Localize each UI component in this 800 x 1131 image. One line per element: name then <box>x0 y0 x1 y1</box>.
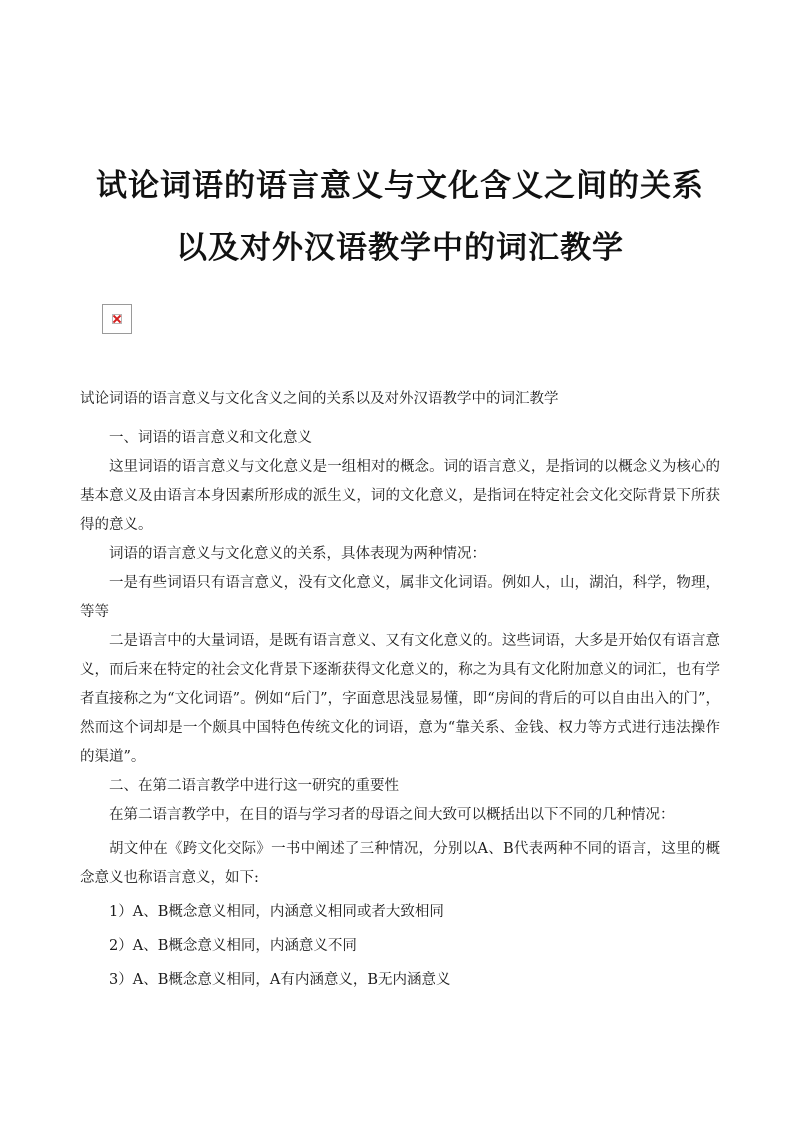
list-item-1: 1）A、B概念意义相同，内涵意义相同或者大致相同 <box>109 904 444 920</box>
list-item-2: 2）A、B概念意义相同，内涵意义不同 <box>109 938 357 954</box>
paragraph-relation: 词语的语言意义与文化意义的关系，具体表现为两种情况： <box>109 546 486 562</box>
body-heading: 试论词语的语言意义与文化含义之间的关系以及对外汉语教学中的词汇教学 <box>80 391 559 407</box>
section-heading-2: 二、在第二语言教学中进行这一研究的重要性 <box>109 778 399 794</box>
section-heading-1: 一、词语的语言意义和文化意义 <box>109 430 312 446</box>
broken-image-icon <box>102 304 132 334</box>
document-title-line-1: 试论词语的语言意义与文化含义之间的关系 <box>96 168 704 204</box>
list-item-3: 3）A、B概念意义相同，A有内涵意义，B无内涵意义 <box>109 972 451 988</box>
paragraph-case-two: 二是语言中的大量词语，是既有语言意义、又有文化意义的。这些词语，大多是开始仅有语言意义，而后来在特定的社会文化背景下逐渐获得文化意义的，称之为具有文化附加意义的词汇，也有学者直接称之为“文化词语”。例如“后门”，字面意思浅显易懂，即“房间的背后的可以自由出入的门”，然而这个词却是一个颇具中国特色传统文化的词语，意为“靠关系、金钱、权力等方式进行违法操作的渠道”。 <box>80 633 720 765</box>
paragraph-definition: 这里词语的语言意义与文化意义是一组相对的概念。词的语言意义，是指词的以概念义为核心的基本意义及由语言本身因素所形成的派生义，词的文化意义，是指词在特定社会文化交际背景下所获得的意义。 <box>80 459 720 533</box>
paragraph-case-one: 一是有些词语只有语言意义，没有文化意义，属非文化词语。例如人，山，湖泊，科学，物理，等等 <box>80 575 720 620</box>
paragraph-hu-wenzhong: 胡文仲在《跨文化交际》一书中阐述了三种情况，分别以A、B代表两种不同的语言，这里的概念意义也称语言意义，如下: <box>80 841 720 886</box>
document-body <box>80 385 720 995</box>
document-title-line-2: 以及对外汉语教学中的词汇教学 <box>176 230 624 266</box>
paragraph-situations: 在第二语言教学中，在目的语与学习者的母语之间大致可以概括出以下不同的几种情况： <box>109 807 675 823</box>
